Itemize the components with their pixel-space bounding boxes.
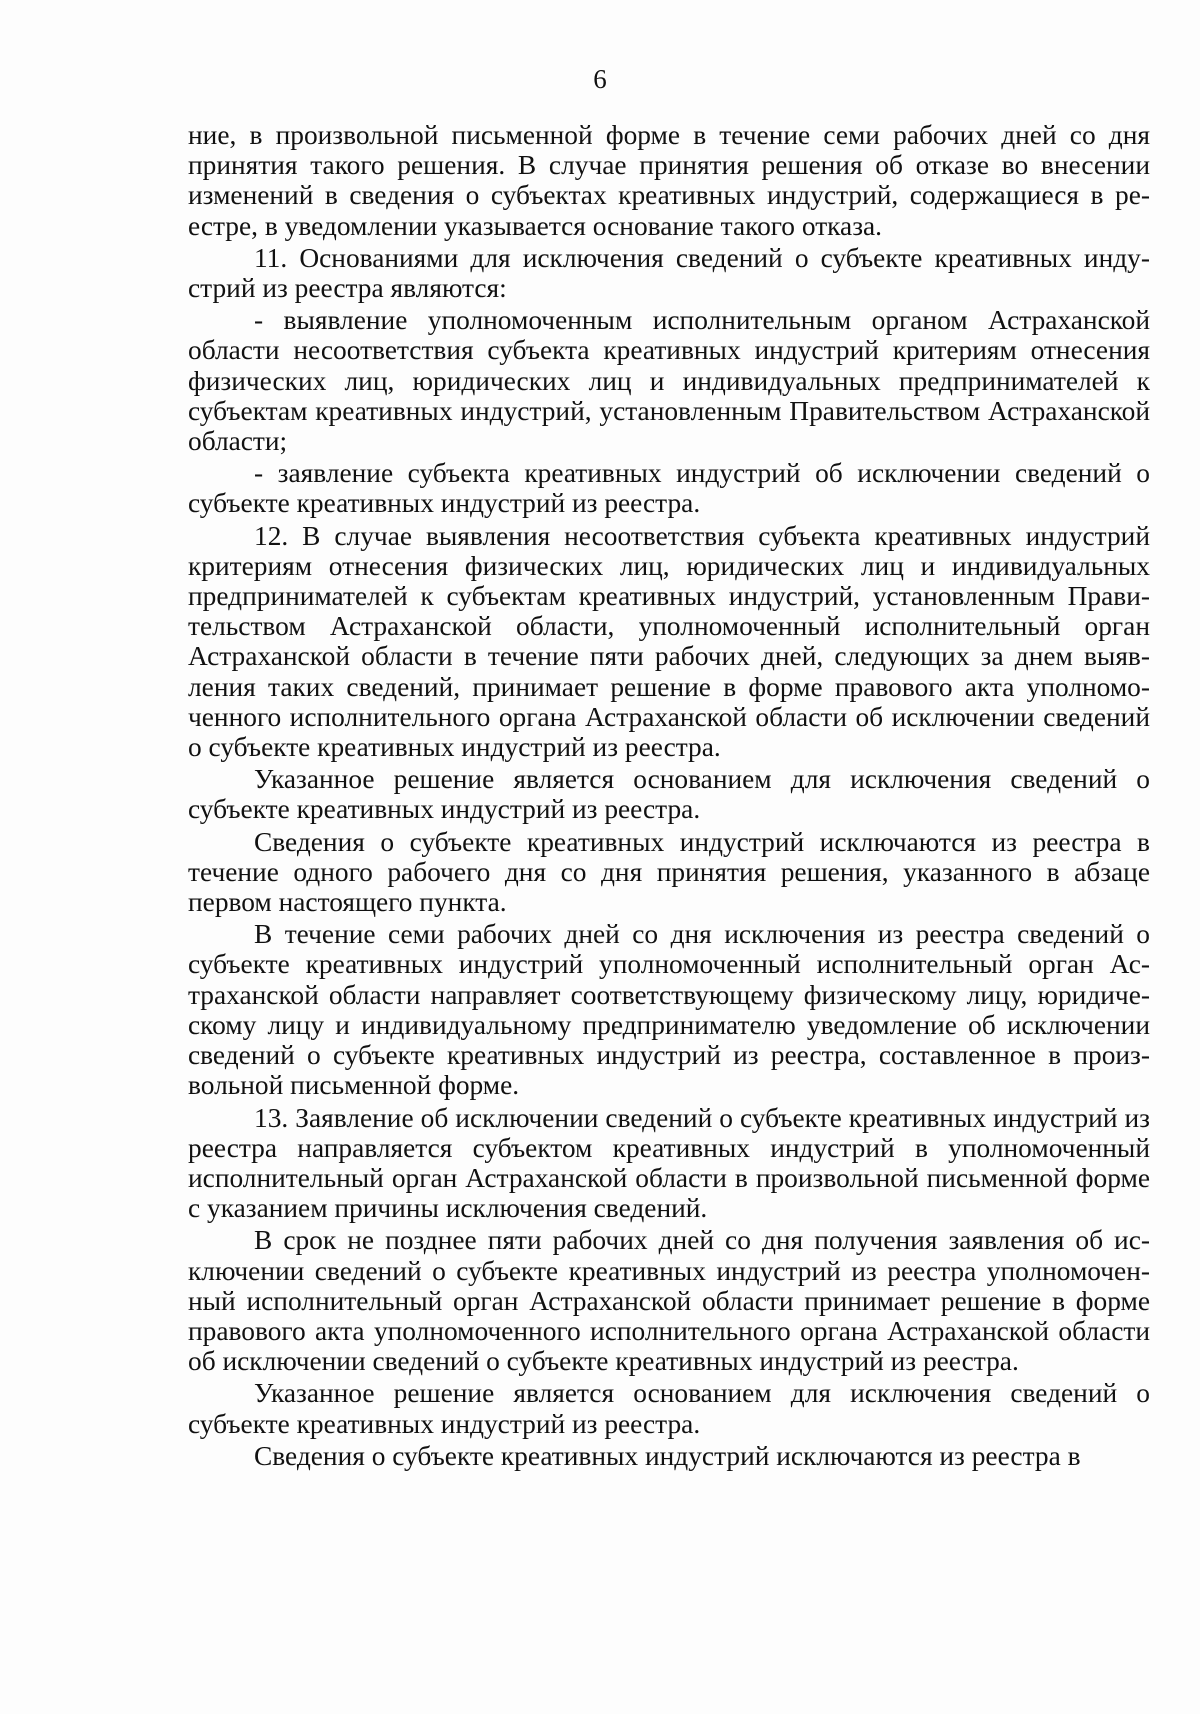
page-number: 6 [593, 64, 607, 94]
paragraph-list-item-2: - заявление субъекта креативных индустрий об исключении сведений о субъекте креативных индустрий из реестра. [188, 458, 1150, 519]
paragraph-continuation: ние, в произвольной письменной форме в течение семи рабочих дней со дня принятия такого решения. В случае принятия решения об отказе во внесении изменений в сведения о субъектах креативных индустрий, содержащиеся в реестре, в уведомлении указывается основание такого отказа. [188, 120, 1150, 241]
paragraph-list-item-1: - выявление уполномоченным исполнительным органом Астраханской области несоответствия субъекта креативных индустрий критериям отнесения физических лиц, юридических лиц и индивидуальных предпринимателей к субъектам креативных индустрий, установленным Правительством Астраханской области; [188, 305, 1150, 457]
paragraph-clause-12: 12. В случае выявления несоответствия субъекта креативных индустрий критериям отнесения физических лиц, юридических лиц и индивидуальных предпринимателей к субъектам креативных индустрий, установленным Правительством Астраханской области, уполномоченный исполнительный орган Астраханской области в течение пяти рабочих дней, следующих за днем выявления таких сведений, принимает решение в форме правового акта уполномоченного исполнительного органа Астраханской области об исключении сведений о субъекте креативных индустрий из реестра. [188, 520, 1150, 763]
paragraph-clause-13: 13. Заявление об исключении сведений о субъекте креативных индустрий из реестра направляется субъектом креативных индустрий в уполномоченный исполнительный орган Астраханской области в произвольной письменной форме с указанием причины исключения сведений. [188, 1102, 1150, 1224]
paragraph-clause-12-exclusion: Сведения о субъекте креативных индустрий исключаются из реестра в течение одного рабочего дня со дня принятия решения, указанного в абзаце первом настоящего пункта. [188, 826, 1150, 918]
paragraph-clause-13-term: В срок не позднее пяти рабочих дней со дня получения заявления об исключении сведений о субъекте креативных индустрий из реестра уполномоченный исполнительный орган Астраханской области принимает решение в форме правового акта уполномоченного исполнительного органа Астраханской области об исключении сведений о субъекте креативных индустрий из реестра. [188, 1225, 1150, 1377]
paragraph-clause-13-decision: Указанное решение является основанием для исключения сведений о субъекте креативных индустрий из реестра. [188, 1378, 1150, 1439]
paragraph-clause-11: 11. Основаниями для исключения сведений о субъекте креативных индустрий из реестра являются: [188, 242, 1150, 304]
paragraph-clause-12-decision: Указанное решение является основанием для исключения сведений о субъекте креативных индустрий из реестра. [188, 764, 1150, 825]
paragraph-clause-13-exclusion: Сведения о субъекте креативных индустрий исключаются из реестра в [254, 1440, 1081, 1471]
paragraph-clause-12-notice: В течение семи рабочих дней со дня исключения из реестра сведений о субъекте креативных индустрий уполномоченный исполнительный орган Астраханской области направляет соответствующему физическому лицу, юридическому лицу и индивидуальному предпринимателю уведомление об исключении сведений о субъекте креативных индустрий из реестра, составленное в произвольной письменной форме. [188, 919, 1150, 1101]
document-body [188, 120, 1150, 1473]
